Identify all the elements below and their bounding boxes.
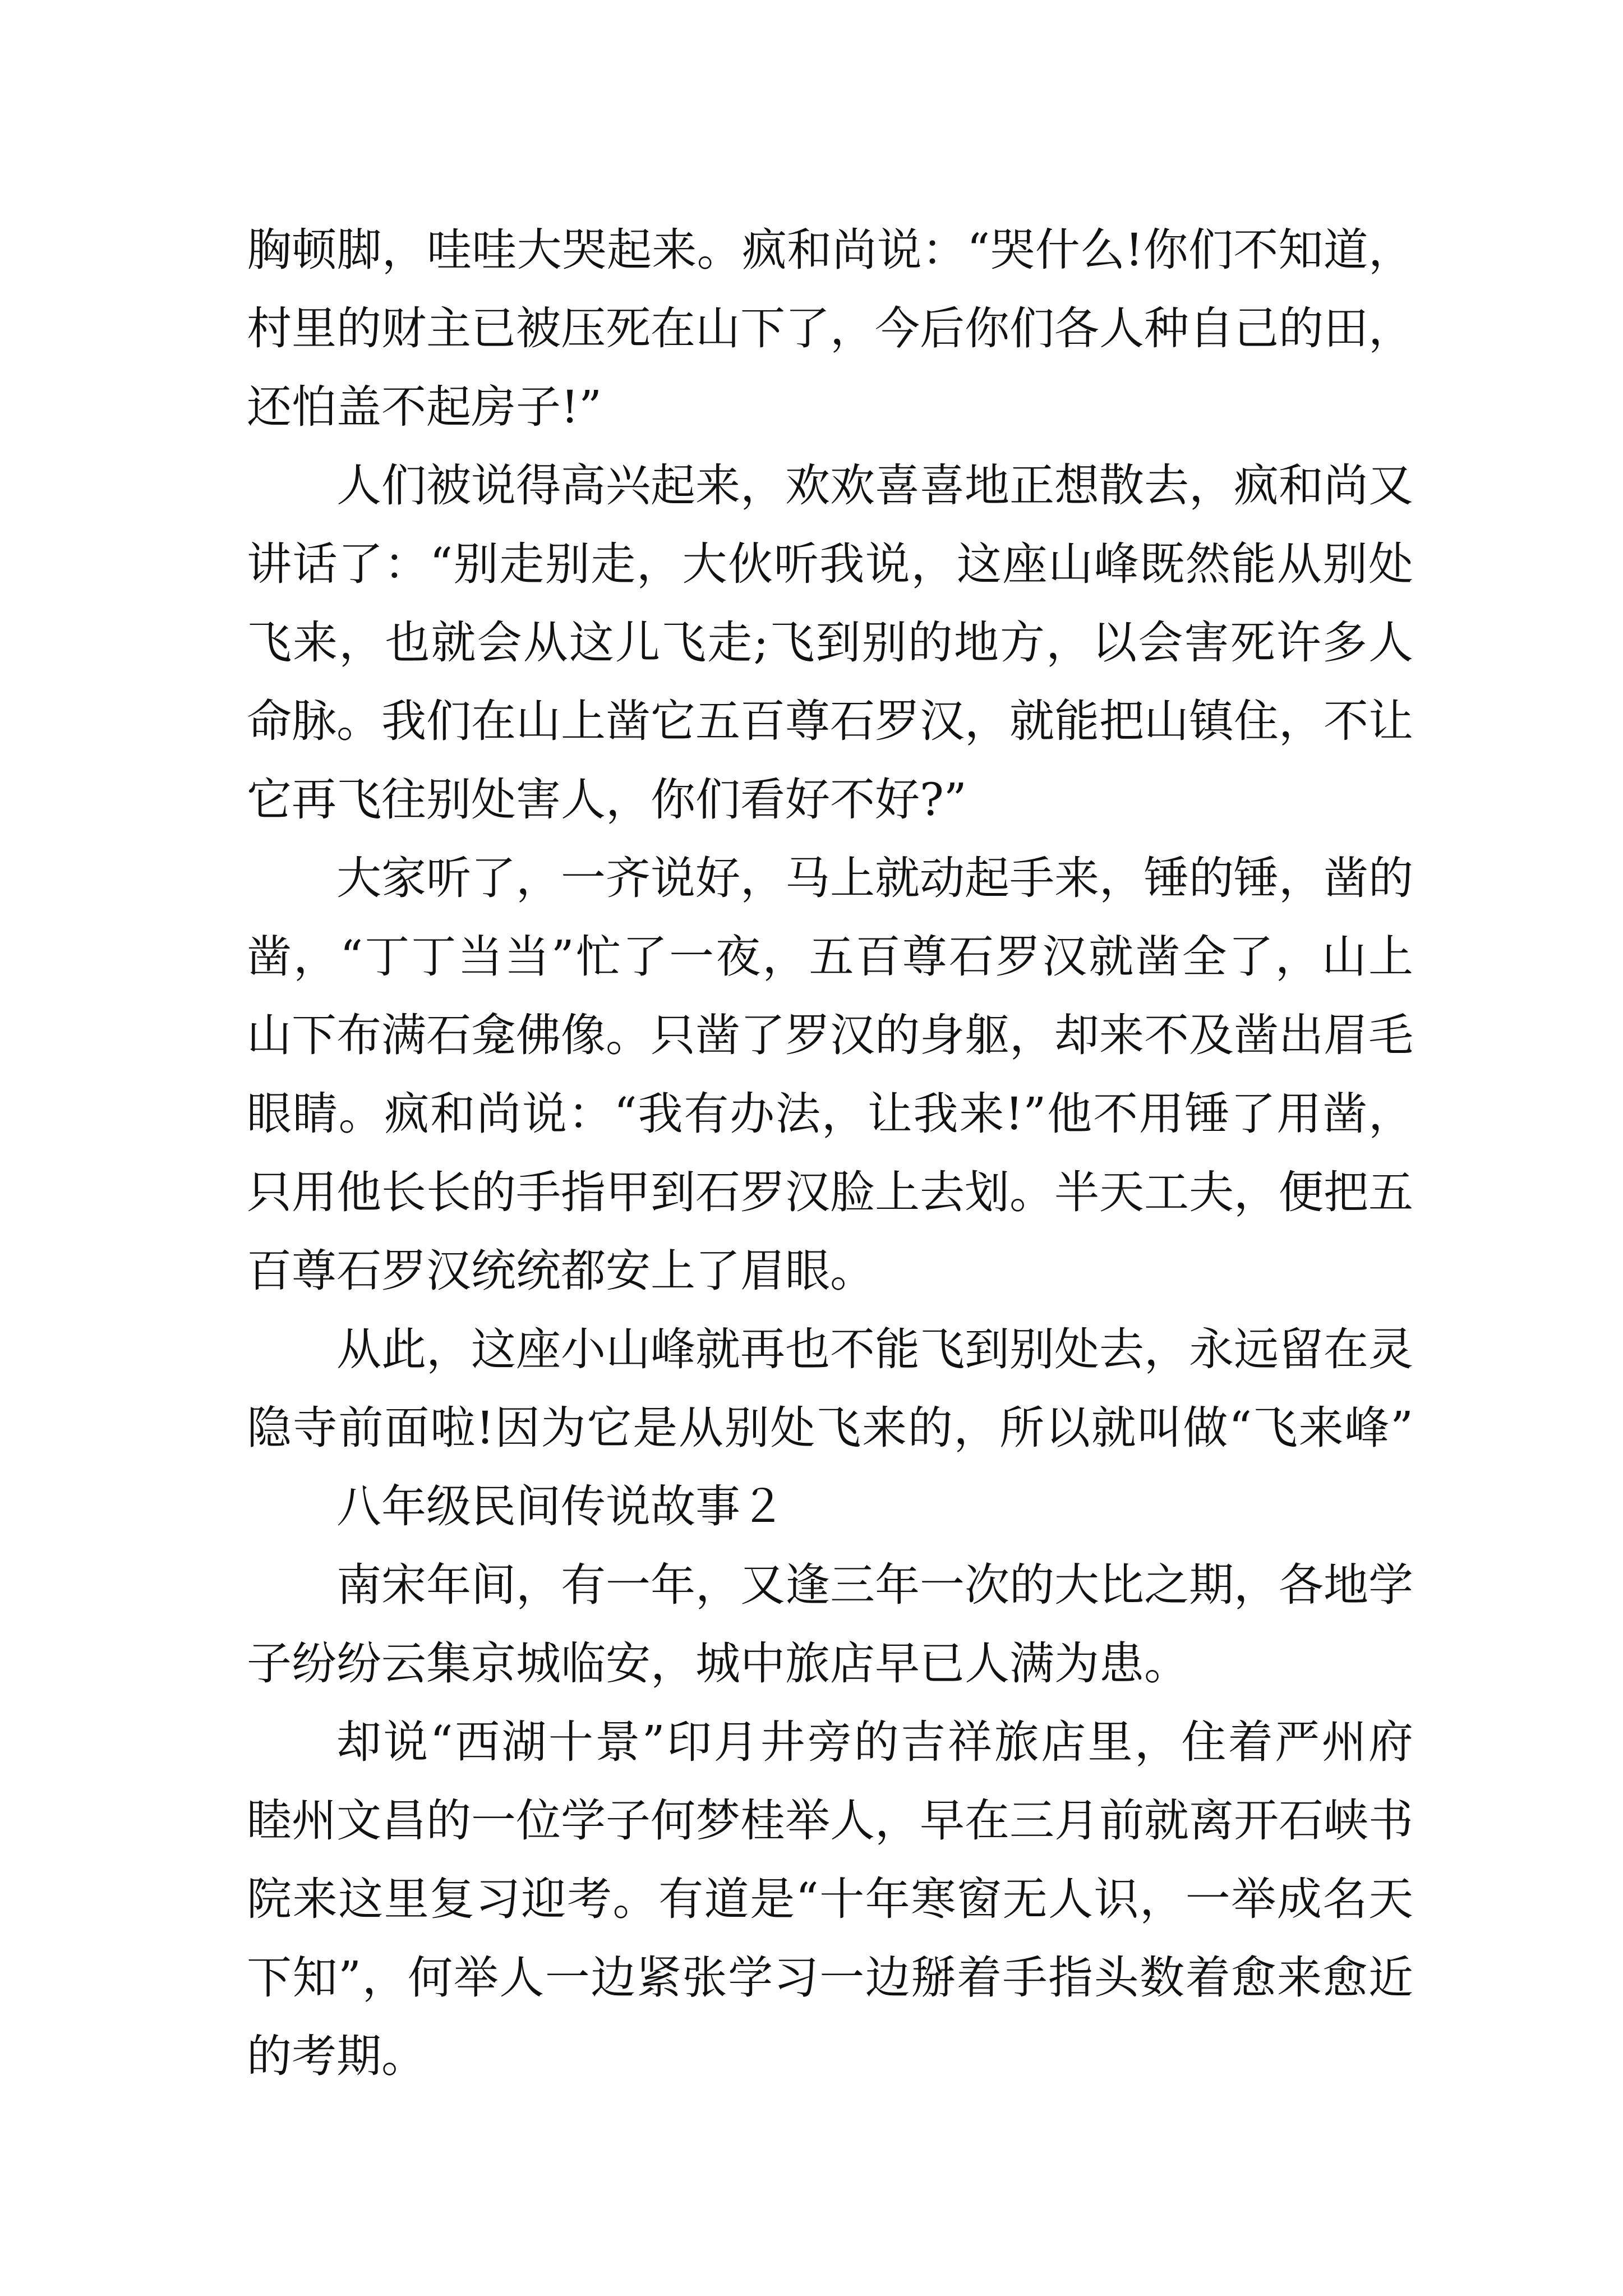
paragraph-first-line: 大家听了，一齐说好，马上就动起手来，锤的锤，凿的 xyxy=(336,852,1413,904)
text-line: 院来这里复习迎考。有道是“十年寒窗无人识，一举成名天 xyxy=(247,1873,1413,1925)
paragraph-first-line: 从此，这座小山峰就再也不能飞到别处去，永远留在灵 xyxy=(336,1323,1413,1375)
text-line: 凿，“丁丁当当”忙了一夜，五百尊石罗汉就凿全了，山上 xyxy=(247,931,1413,983)
text-line: 的考期。 xyxy=(247,2030,426,2082)
text-line: 它再飞往别处害人，你们看好不好?” xyxy=(247,774,967,826)
paragraph-first-line: 却说“西湖十景”印月井旁的吉祥旅店里，住着严州府 xyxy=(336,1716,1413,1768)
section-heading: 八年级民间传说故事２ xyxy=(336,1480,785,1533)
text-line: 还怕盖不起房子!” xyxy=(247,381,602,433)
text-line: 胸顿脚，哇哇大哭起来。疯和尚说：“哭什么!你们不知道， xyxy=(247,224,1413,276)
text-line: 命脉。我们在山上凿它五百尊石罗汉，就能把山镇住，不让 xyxy=(247,695,1413,747)
text-line: 睦州文昌的一位学子何梦桂举人，早在三月前就离开石峡书 xyxy=(247,1795,1413,1847)
text-line: 下知”，何举人一边紧张学习一边掰着手指头数着愈来愈近 xyxy=(247,1952,1413,2004)
text-line: 村里的财主已被压死在山下了，今后你们各人种自己的田， xyxy=(247,302,1413,355)
text-line: 只用他长长的手指甲到石罗汉脸上去划。半天工夫，便把五 xyxy=(247,1166,1413,1218)
text-line: 讲话了：“别走别走，大伙听我说，这座山峰既然能从别处 xyxy=(247,538,1413,590)
text-line: 眼睛。疯和尚说：“我有办法，让我来!”他不用锤了用凿， xyxy=(247,1088,1413,1140)
paragraph-first-line: 人们被说得高兴起来，欢欢喜喜地正想散去，疯和尚又 xyxy=(336,459,1413,512)
text-line: 子纷纷云集京城临安，城中旅店早已人满为患。 xyxy=(247,1637,1189,1690)
text-line: 飞来，也就会从这儿飞走;飞到别的地方，以会害死许多人 xyxy=(247,616,1413,669)
text-line: 百尊石罗汉统统都安上了眉眼。 xyxy=(247,1245,875,1297)
text-line: 山下布满石龛佛像。只凿了罗汉的身躯，却来不及凿出眉毛 xyxy=(247,1009,1413,1061)
text-line: 隐寺前面啦!因为它是从别处飞来的，所以就叫做“飞来峰” xyxy=(247,1402,1413,1454)
paragraph-first-line: 南宋年间，有一年，又逢三年一次的大比之期，各地学 xyxy=(336,1559,1413,1611)
